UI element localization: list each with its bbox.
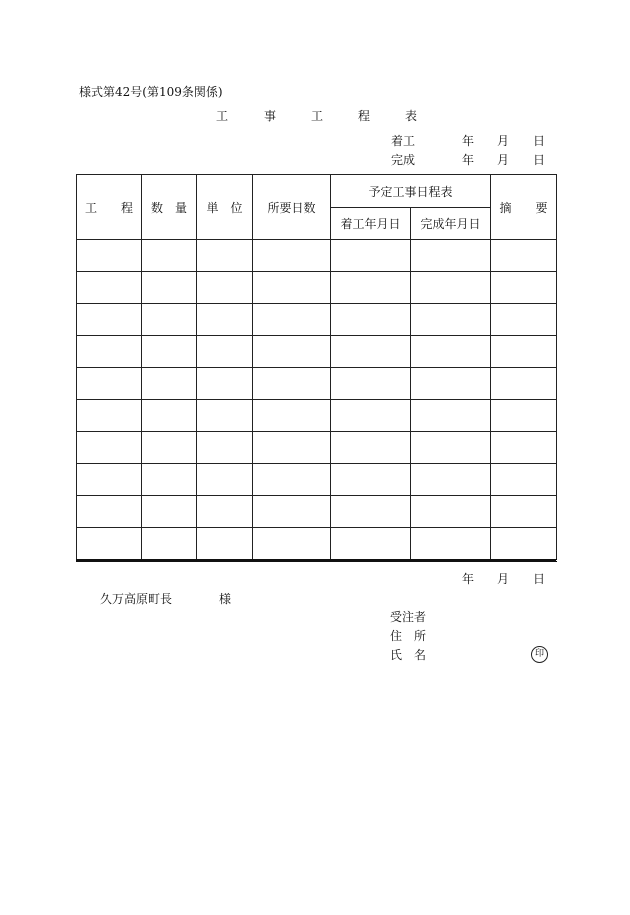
table-cell[interactable]	[197, 336, 253, 368]
table-cell[interactable]	[491, 240, 557, 272]
table-cell[interactable]	[142, 528, 197, 561]
table-cell[interactable]	[491, 272, 557, 304]
header-summary: 摘 要	[491, 175, 557, 240]
table-cell[interactable]	[197, 496, 253, 528]
title-char-4: 程	[358, 109, 371, 123]
table-row	[77, 528, 557, 561]
table-cell[interactable]	[491, 336, 557, 368]
table-body	[77, 240, 557, 561]
table-cell[interactable]	[331, 368, 411, 400]
table-cell[interactable]	[197, 432, 253, 464]
header-process: 工 程	[77, 175, 142, 240]
header-required-days: 所要日数	[253, 175, 331, 240]
table-cell[interactable]	[411, 528, 491, 561]
complete-date-line	[0, 153, 630, 167]
table-cell[interactable]	[411, 304, 491, 336]
table-cell[interactable]	[253, 400, 331, 432]
footer-day: 日	[533, 572, 546, 586]
footer-month: 月	[497, 572, 510, 586]
seal-mark: 印	[531, 646, 548, 663]
table-cell[interactable]	[491, 400, 557, 432]
table-cell[interactable]	[142, 400, 197, 432]
table-cell[interactable]	[197, 240, 253, 272]
table-row	[77, 496, 557, 528]
footer-date-line	[0, 572, 630, 586]
complete-label: 完成	[391, 153, 416, 167]
table-cell[interactable]	[77, 464, 142, 496]
table-bottom-rule	[76, 559, 556, 562]
table-cell[interactable]	[331, 272, 411, 304]
header-schedule: 予定工事日程表	[331, 175, 491, 208]
table-cell[interactable]	[197, 464, 253, 496]
table-cell[interactable]	[491, 496, 557, 528]
table-cell[interactable]	[77, 368, 142, 400]
start-date-line	[0, 134, 630, 148]
table-cell[interactable]	[142, 496, 197, 528]
header-start-date: 着工年月日	[331, 208, 411, 240]
table-row	[77, 272, 557, 304]
title-char-3: 工	[311, 109, 324, 123]
form-number-label: 様式第42号(第109条関係)	[79, 85, 223, 99]
table-cell[interactable]	[253, 304, 331, 336]
table-cell[interactable]	[253, 464, 331, 496]
table-cell[interactable]	[491, 432, 557, 464]
table-cell[interactable]	[331, 240, 411, 272]
table-cell[interactable]	[411, 272, 491, 304]
table-cell[interactable]	[331, 336, 411, 368]
table-cell[interactable]	[491, 528, 557, 561]
title-char-1: 工	[216, 109, 229, 123]
table-row	[77, 368, 557, 400]
table-cell[interactable]	[77, 496, 142, 528]
table-cell[interactable]	[253, 432, 331, 464]
table-cell[interactable]	[331, 464, 411, 496]
table-cell[interactable]	[142, 432, 197, 464]
table-cell[interactable]	[197, 400, 253, 432]
table-cell[interactable]	[253, 272, 331, 304]
table-cell[interactable]	[253, 336, 331, 368]
table-cell[interactable]	[331, 496, 411, 528]
complete-month: 月	[497, 153, 510, 167]
start-month: 月	[497, 134, 510, 148]
table-cell[interactable]	[491, 304, 557, 336]
table-cell[interactable]	[411, 464, 491, 496]
table-cell[interactable]	[77, 240, 142, 272]
table-row	[77, 304, 557, 336]
document-title	[0, 109, 630, 123]
addressee-honorific: 様	[219, 592, 232, 606]
start-label: 着工	[391, 134, 416, 148]
table-cell[interactable]	[77, 432, 142, 464]
table-cell[interactable]	[77, 400, 142, 432]
title-char-2: 事	[264, 109, 277, 123]
start-day: 日	[533, 134, 546, 148]
table-cell[interactable]	[331, 304, 411, 336]
table-cell[interactable]	[197, 272, 253, 304]
table-cell[interactable]	[77, 528, 142, 561]
table-cell[interactable]	[491, 368, 557, 400]
table-row	[77, 336, 557, 368]
title-char-5: 表	[405, 109, 418, 123]
table-row	[77, 400, 557, 432]
complete-day: 日	[533, 153, 546, 167]
table-cell[interactable]	[142, 272, 197, 304]
table-cell[interactable]	[142, 304, 197, 336]
addressee-name: 久万高原町長	[100, 592, 173, 606]
table-cell[interactable]	[331, 432, 411, 464]
schedule-table	[76, 174, 557, 562]
table-cell[interactable]	[253, 496, 331, 528]
header-end-date: 完成年月日	[411, 208, 491, 240]
table-cell[interactable]	[77, 304, 142, 336]
table-cell[interactable]	[253, 368, 331, 400]
table-cell[interactable]	[197, 528, 253, 561]
footer-year: 年	[462, 572, 475, 586]
table-cell[interactable]	[253, 240, 331, 272]
contractor-label: 受注者	[390, 610, 427, 624]
table-row	[77, 240, 557, 272]
table-cell[interactable]	[491, 464, 557, 496]
table-cell[interactable]	[77, 336, 142, 368]
table-cell[interactable]	[197, 304, 253, 336]
table-cell[interactable]	[77, 272, 142, 304]
table-row	[77, 432, 557, 464]
table-cell[interactable]	[142, 240, 197, 272]
table-row	[77, 464, 557, 496]
header-unit: 単 位	[197, 175, 253, 240]
table-cell[interactable]	[411, 336, 491, 368]
table-cell[interactable]	[411, 240, 491, 272]
table-cell[interactable]	[142, 368, 197, 400]
table-cell[interactable]	[142, 336, 197, 368]
start-year: 年	[462, 134, 475, 148]
complete-year: 年	[462, 153, 475, 167]
table-cell[interactable]	[331, 400, 411, 432]
table-cell[interactable]	[197, 368, 253, 400]
table-cell[interactable]	[331, 528, 411, 561]
table-cell[interactable]	[253, 528, 331, 561]
header-quantity: 数 量	[142, 175, 197, 240]
table-cell[interactable]	[411, 496, 491, 528]
table-cell[interactable]	[142, 464, 197, 496]
table-cell[interactable]	[411, 368, 491, 400]
name-label: 氏 名	[390, 648, 427, 662]
address-label: 住 所	[390, 629, 427, 643]
table-cell[interactable]	[411, 400, 491, 432]
table-cell[interactable]	[411, 432, 491, 464]
